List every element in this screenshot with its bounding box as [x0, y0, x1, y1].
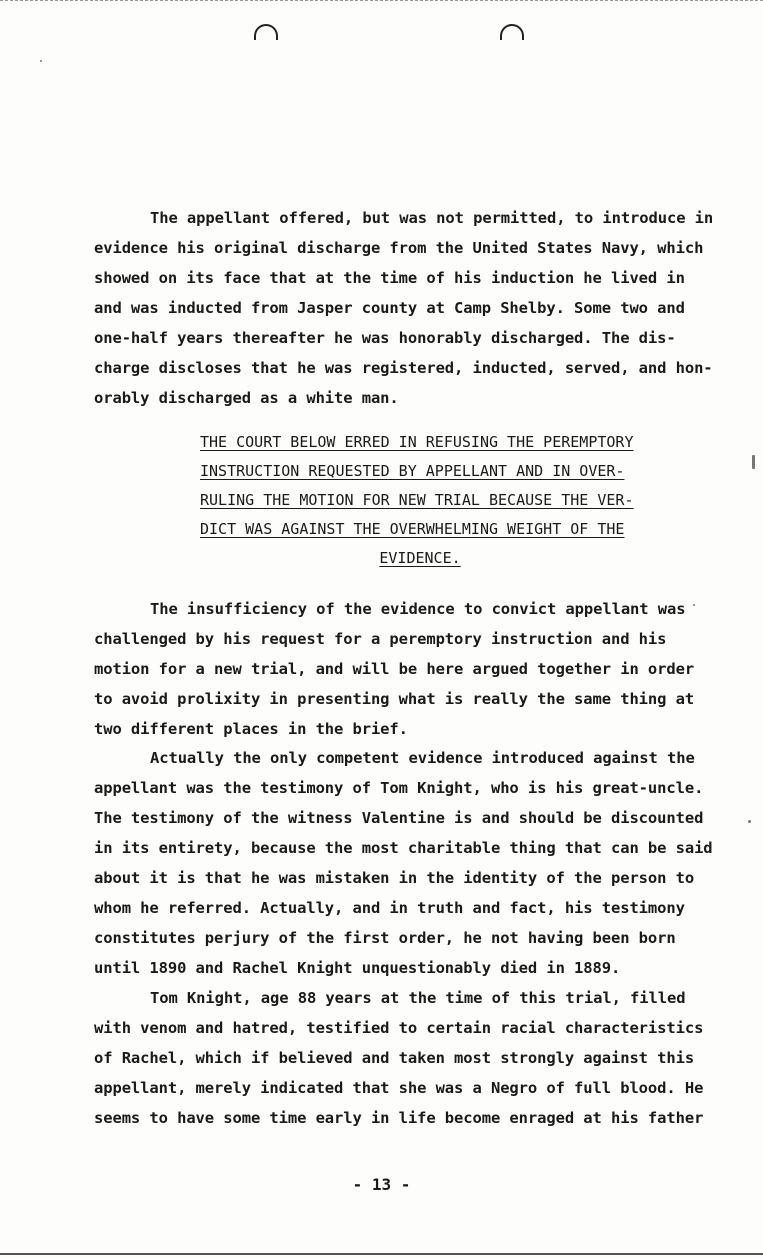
scan-speck: [748, 820, 751, 823]
heading-line: DICT WAS AGAINST THE OVERWHELMING WEIGHT OF THE: [200, 520, 625, 538]
text-line: about it is that he was mistaken in the identity of the person to: [94, 869, 695, 887]
paragraph-tom-knight: [94, 983, 704, 1133]
heading-line: INSTRUCTION REQUESTED BY APPELLANT AND IN OVER-: [200, 462, 625, 480]
heading-line: EVIDENCE.: [379, 549, 461, 567]
text-line: and was inducted from Jasper county at Camp Shelby. Some two and: [94, 299, 685, 317]
text-line: The appellant offered, but was not permitted, to introduce in: [150, 209, 714, 227]
heading-line: THE COURT BELOW ERRED IN REFUSING THE PEREMPTORY: [200, 433, 634, 451]
paragraph-discharge-evidence: [94, 203, 714, 413]
text-line: two different places in the brief.: [94, 720, 408, 738]
text-line: appellant was the testimony of Tom Knight, who is his great-uncle.: [94, 779, 704, 797]
scan-speck: [40, 60, 42, 62]
page-number: - 13 -: [352, 1175, 411, 1194]
text-line: The insufficiency of the evidence to convict appellant was: [150, 600, 686, 618]
text-line: until 1890 and Rachel Knight unquestionably died in 1889.: [94, 959, 621, 977]
text-line: orably discharged as a white man.: [94, 389, 399, 407]
text-line: in its entirety, because the most charitable thing that can be said: [94, 839, 713, 857]
page-bottom-edge: [0, 1253, 763, 1255]
text-line: whom he referred. Actually, and in truth and fact, his testimony: [94, 899, 685, 917]
section-heading: [200, 428, 640, 573]
text-line: showed on its face that at the time of his induction he lived in: [94, 269, 685, 287]
text-line: constitutes perjury of the first order, he not having been born: [94, 929, 676, 947]
text-line: of Rachel, which if believed and taken most strongly against this: [94, 1049, 695, 1067]
text-line: challenged by his request for a peremptory instruction and his: [94, 630, 667, 648]
text-line: Tom Knight, age 88 years at the time of this trial, filled: [150, 989, 686, 1007]
text-line: appellant, merely indicated that she was a Negro of full blood. He: [94, 1079, 704, 1097]
text-line: to avoid prolixity in presenting what is really the same thing at: [94, 690, 695, 708]
scan-speck: [752, 455, 755, 469]
paragraph-insufficiency: [94, 594, 704, 744]
text-line: evidence his original discharge from the United States Navy, which: [94, 239, 704, 257]
text-line: with venom and hatred, testified to certain racial characteristics: [94, 1019, 704, 1037]
scan-speck: [693, 604, 695, 606]
text-line: motion for a new trial, and will be here argued together in order: [94, 660, 695, 678]
binder-hole-mark-right: [500, 24, 524, 40]
binder-hole-mark-left: [254, 24, 278, 40]
text-line: charge discloses that he was registered, inducted, served, and hon-: [94, 359, 713, 377]
text-line: seems to have some time early in life become enraged at his father: [94, 1109, 704, 1127]
heading-line: RULING THE MOTION FOR NEW TRIAL BECAUSE THE VER-: [200, 491, 634, 509]
text-line: The testimony of the witness Valentine is and should be discounted: [94, 809, 704, 827]
text-line: one-half years thereafter he was honorably discharged. The dis-: [94, 329, 676, 347]
page-top-edge: [0, 0, 763, 1]
paragraph-competent-evidence: [94, 743, 713, 983]
text-line: Actually the only competent evidence introduced against the: [150, 749, 695, 767]
